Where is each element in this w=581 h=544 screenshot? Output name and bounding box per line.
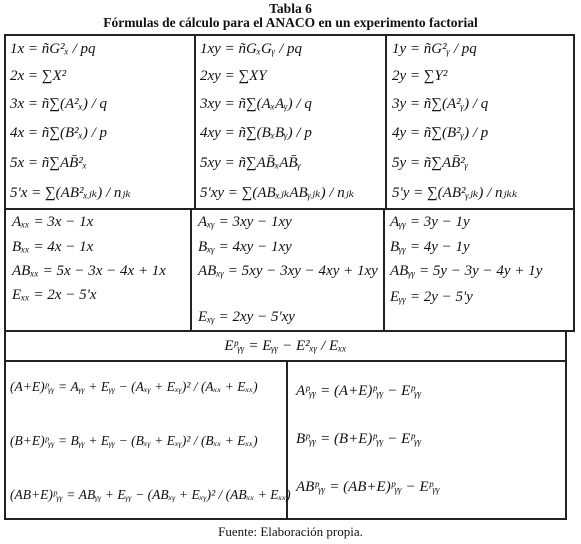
- formula-ayy: Aᵧᵧ = 3y − 1y: [390, 214, 470, 230]
- formula-abxx: ABₓₓ = 5x − 3x − 4x + 1x: [12, 263, 166, 279]
- formula-5y: 5y = ñ∑AB̄²ᵧ: [392, 155, 469, 171]
- formula-residual: Eᵖᵧᵧ = Eᵧᵧ − E²ₓᵧ / Eₓₓ: [224, 338, 347, 354]
- formula-1xy: 1xy = ñGₓGᵧ / pq: [200, 41, 302, 57]
- formula-a-p: Aᵖᵧᵧ = (A+E)ᵖᵧᵧ − Eᵖᵧᵧ: [296, 383, 422, 399]
- formula-2y: 2y = ∑Y²: [392, 68, 448, 84]
- formula-exx: Eₓₓ = 2x − 5'x: [12, 287, 97, 303]
- formula-bxy: Bₓᵧ = 4xy − 1xy: [198, 239, 292, 255]
- formula-3y: 3y = ñ∑(A²ᵧ) / q: [392, 96, 489, 112]
- formula-axy: Aₓᵧ = 3xy − 1xy: [198, 214, 292, 230]
- formula-1y: 1y = ñG²ᵧ / pq: [392, 41, 477, 57]
- table-title: Fórmulas de cálculo para el ANACO en un experimento factorial: [103, 15, 478, 30]
- formula-5px: 5'x = ∑(AB²ₓⱼₖ) / nⱼₖ: [10, 185, 131, 201]
- formula-5py: 5'y = ∑(AB²ᵧⱼₖ) / nⱼₖₖ: [392, 185, 518, 201]
- formula-4x: 4x = ñ∑(B²ₓ) / p: [10, 125, 108, 141]
- formula-eyy: Eᵧᵧ = 2y − 5'y: [390, 289, 473, 305]
- formula-exy: Eₓᵧ = 2xy − 5'xy: [198, 309, 295, 325]
- formula-4y: 4y = ñ∑(B²ᵧ) / p: [392, 125, 489, 141]
- formula-1x: 1x = ñG²ₓ / pq: [10, 41, 96, 57]
- formula-ab-p: ABᵖᵧᵧ = (AB+E)ᵖᵧᵧ − Eᵖᵧᵧ: [296, 479, 440, 495]
- top-divider-1: [194, 34, 196, 210]
- table-number: Tabla 6: [269, 1, 312, 16]
- table-source: Fuente: Elaboración propia.: [218, 524, 363, 539]
- top-divider-2: [385, 34, 387, 210]
- mid-divider-1: [190, 208, 192, 332]
- formula-5x: 5x = ñ∑AB̄²ₓ: [10, 155, 88, 171]
- formula-axx: Aₓₓ = 3x − 1x: [12, 214, 94, 230]
- formula-3xy: 3xy = ñ∑(AₓAᵧ) / q: [200, 96, 312, 112]
- formula-abyy: ABᵧᵧ = 5y − 3y − 4y + 1y: [390, 263, 543, 279]
- formula-4xy: 4xy = ñ∑(BₓBᵧ) / p: [200, 125, 312, 141]
- formula-2xy: 2xy = ∑XY: [200, 68, 267, 84]
- formula-ae-p: (A+E)ᵖᵧᵧ = Aᵧᵧ + Eᵧᵧ − (Aₓᵧ + Eₓᵧ)² / (Aₓₓ + Eₓₓ): [10, 379, 258, 394]
- formula-abxy: ABₓᵧ = 5xy − 3xy − 4xy + 1xy: [198, 263, 378, 279]
- formula-be-p: (B+E)ᵖᵧᵧ = Bᵧᵧ + Eᵧᵧ − (Bₓᵧ + Eₓᵧ)² / (Bₓₓ + Eₓₓ): [10, 433, 258, 448]
- formula-5pxy: 5'xy = ∑(ABₓⱼₖABᵧⱼₖ) / nⱼₖ: [200, 185, 355, 201]
- formula-5xy: 5xy = ñ∑AB̄ₓAB̄ᵧ: [200, 155, 302, 171]
- formula-2x: 2x = ∑X²: [10, 68, 67, 84]
- formula-bxx: Bₓₓ = 4x − 1x: [12, 239, 94, 255]
- formula-3x: 3x = ñ∑(A²ₓ) / q: [10, 96, 108, 112]
- formula-abe-p: (AB+E)ᵖᵧᵧ = ABᵧᵧ + Eᵧᵧ − (ABₓᵧ + Eₓᵧ)² / (ABₓₓ + Eₓₓ): [10, 487, 291, 502]
- formula-byy: Bᵧᵧ = 4y − 1y: [390, 239, 470, 255]
- formula-b-p: Bᵖᵧᵧ = (B+E)ᵖᵧᵧ − Eᵖᵧᵧ: [296, 431, 422, 447]
- mid-divider-2: [383, 208, 385, 332]
